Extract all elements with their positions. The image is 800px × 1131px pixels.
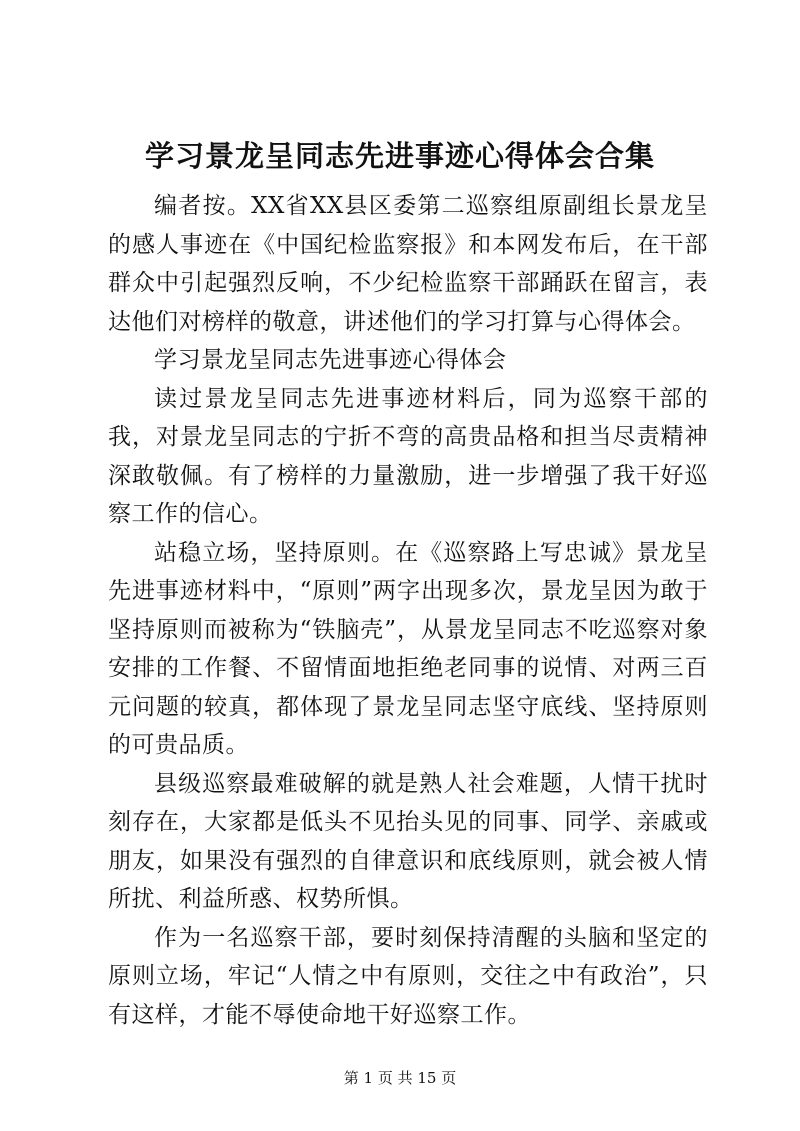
body-paragraph: 读过景龙呈同志先进事迹材料后，同为巡察干部的我，对景龙呈同志的宁折不弯的高贵品格和担当尽责精神深敢敬佩。有了榜样的力量激励，进一步增强了我干好巡察工作的信心。 (108, 385, 708, 527)
editor-note-paragraph: 编者按。XX省XX县区委第二巡察组原副组长景龙呈的感人事迹在《中国纪检监察报》和本网发布后，在干部群众中引起强烈反响，不少纪检监察干部踊跃在留言，表达他们对榜样的敬意，讲述他们的学习打算与心得体会。 (108, 193, 708, 335)
body-paragraph: 站稳立场，坚持原则。在《巡察路上写忠诚》景龙呈先进事迹材料中，“原则”两字出现多次，景龙呈因为敢于坚持原则而被称为“铁脑壳”，从景龙呈同志不吃巡察对象安排的工作餐、不留情面地拒绝老同事的说情、对两三百元问题的较真，都体现了景龙呈同志坚守底线、坚持原则的可贵品质。 (108, 539, 708, 758)
body-paragraph: 作为一名巡察干部，要时刻保持清醒的头脑和坚定的原则立场，牢记“人情之中有原则，交往之中有政治”，只有这样，才能不辱使命地干好巡察工作。 (108, 924, 708, 1028)
document-body (108, 187, 708, 1034)
body-paragraph: 县级巡察最难破解的就是熟人社会难题，人情干扰时刻存在，大家都是低头不见抬头见的同事、同学、亲戚或朋友，如果没有强烈的自律意识和底线原则，就会被人情所扰、利益所惑、权势所惧。 (108, 770, 708, 912)
document-title: 学习景龙呈同志先进事迹心得体会合集 (144, 139, 655, 173)
page-number-footer: 第 1 页 共 15 页 (343, 1069, 457, 1087)
section-subtitle: 学习景龙呈同志先进事迹心得体会 (154, 347, 507, 373)
